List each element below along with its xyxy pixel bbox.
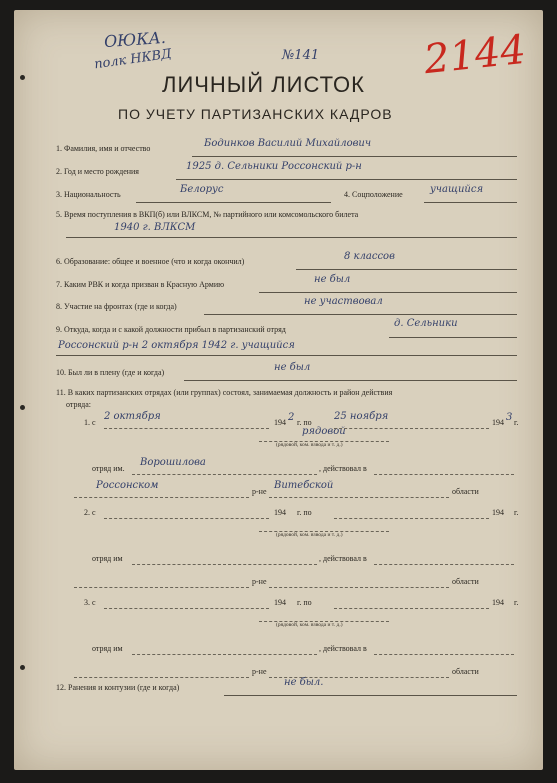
entry-year-end-suffix: г.	[514, 418, 519, 427]
entry-year-start-digit: 2	[288, 412, 295, 423]
field-1-label: 1. Фамилия, имя и отчество	[56, 144, 151, 153]
handwritten-nkvd-mark: полк НКВД	[93, 46, 173, 73]
field-11-label: 11. В каких партизанских отрядах (или группах) состоял, занимаемая должность и район действия	[56, 388, 393, 397]
entry-role-caption: (рядовой, ком. взвода и т. д.)	[276, 622, 343, 628]
field-5-value: 1940 г. ВЛКСМ	[114, 222, 196, 233]
entry-acted-label: , действовал в	[319, 554, 367, 563]
entry-district-name: Россонском	[96, 480, 159, 491]
entry-acted-label: , действовал в	[319, 644, 367, 653]
entry-fill-line	[334, 608, 489, 609]
entry-fill-line	[374, 654, 514, 655]
entry-fill-line	[269, 587, 449, 588]
field-5-label: 5. Время поступления в ВКП(б) или ВЛКСМ, № партийного или комсомольского билета	[56, 210, 359, 219]
entry-year-end-suffix: г.	[514, 508, 519, 517]
entry-role-caption: (рядовой, ком. взвода и т. д.)	[276, 532, 343, 538]
field-7-label: 7. Каким РВК и когда призван в Красную Армию	[56, 280, 225, 289]
entry-until-label: г. по	[297, 598, 312, 607]
entry-number: 3. с	[84, 598, 96, 607]
entry-region-label: области	[452, 487, 479, 496]
field-1-value: Бодинков Василий Михайлович	[204, 138, 372, 149]
entry-region-label: области	[452, 577, 479, 586]
entry-year-end: 194	[492, 418, 504, 427]
field-3-value: Белорус	[180, 184, 224, 195]
field-9-value: д. Сельники	[394, 318, 458, 329]
entry-unit-label: отряд им	[92, 644, 123, 653]
entry-region-label: области	[452, 667, 479, 676]
field-6-label: 6. Образование: общее и военное (что и когда окончил)	[56, 257, 245, 266]
entry-to-date: 25 ноября	[334, 411, 389, 422]
entry-fill-line	[104, 608, 269, 609]
entry-fill-line	[259, 441, 389, 442]
punch-hole	[20, 75, 25, 80]
red-ink-number: 2144	[421, 26, 528, 84]
entry-fill-line	[74, 497, 249, 498]
document-title: ЛИЧНЫЙ ЛИСТОК	[162, 72, 365, 97]
entry-year-end: 194	[492, 598, 504, 607]
entry-fill-line	[104, 518, 269, 519]
entry-year-end-digit: 3	[506, 412, 513, 423]
entry-fill-line	[132, 564, 317, 565]
field-3-label: 3. Национальность	[56, 190, 121, 199]
field-4-value: учащийся	[430, 184, 484, 195]
entry-fill-line	[74, 587, 249, 588]
entry-until-label: г. по	[297, 508, 312, 517]
entry-unit-label: отряд им	[92, 554, 123, 563]
entry-fill-line	[132, 654, 317, 655]
punch-hole	[20, 665, 25, 670]
handwritten-archive-mark: ОЮКА.	[103, 27, 167, 52]
entry-role: рядовой	[302, 426, 346, 437]
entry-role-caption: (рядовой, ком. взвода и т. д.)	[276, 442, 343, 448]
entry-fill-line	[104, 428, 269, 429]
field-9-label: 9. Откуда, когда и с какой должности прибыл в партизанский отряд	[56, 325, 286, 334]
entry-year-end-suffix: г.	[514, 598, 519, 607]
field-11-label-cont: отряда:	[66, 400, 92, 409]
document-sheet	[14, 10, 543, 770]
field-6-value: 8 классов	[344, 251, 395, 262]
field-12-label: 12. Ранения и контузии (где и когда)	[56, 683, 180, 692]
entry-from-date: 2 октября	[104, 411, 161, 422]
field-2-value: 1925 д. Сельники Россонский р-н	[186, 161, 362, 172]
entry-fill-line	[374, 564, 514, 565]
entry-unit-label: отряд им.	[92, 464, 125, 473]
field-10-label: 10. Был ли в плену (где и когда)	[56, 368, 165, 377]
field-8-label: 8. Участие на фронтах (где и когда)	[56, 302, 177, 311]
entry-acted-label: , действовал в	[319, 464, 367, 473]
field-2-label: 2. Год и место рождения	[56, 167, 139, 176]
entry-district-label: р-не	[252, 577, 267, 586]
entry-year-end: 194	[492, 508, 504, 517]
punch-hole	[20, 405, 25, 410]
entry-fill-line	[334, 428, 489, 429]
entry-number: 2. с	[84, 508, 96, 517]
entry-unit-name: Ворошилова	[140, 457, 206, 468]
handwritten-number: №141	[282, 48, 320, 63]
entry-region-name: Витебской	[274, 480, 334, 491]
entry-fill-line	[259, 531, 389, 532]
field-9-value-cont: Россонский р-н 2 октября 1942 г. учащийся	[58, 340, 295, 351]
entry-until-label: г. по	[297, 418, 312, 427]
document-subtitle: ПО УЧЕТУ ПАРТИЗАНСКИХ КАДРОВ	[118, 106, 393, 122]
entry-year-start: 194	[274, 598, 286, 607]
entry-year-start: 194	[274, 418, 286, 427]
entry-fill-line	[269, 497, 449, 498]
entry-fill-line	[334, 518, 489, 519]
field-7-value: не был	[314, 274, 351, 285]
entry-district-label: р-не	[252, 667, 267, 676]
entry-year-start: 194	[274, 508, 286, 517]
entry-fill-line	[132, 474, 317, 475]
entry-number: 1. с	[84, 418, 96, 427]
entry-fill-line	[259, 621, 389, 622]
field-10-value: не был	[274, 362, 311, 373]
entry-fill-line	[374, 474, 514, 475]
field-8-value: не участвовал	[304, 296, 383, 307]
field-12-value: не был.	[284, 677, 324, 688]
field-4-label: 4. Соцположение	[344, 190, 403, 199]
entry-district-label: р-не	[252, 487, 267, 496]
entry-fill-line	[74, 677, 249, 678]
